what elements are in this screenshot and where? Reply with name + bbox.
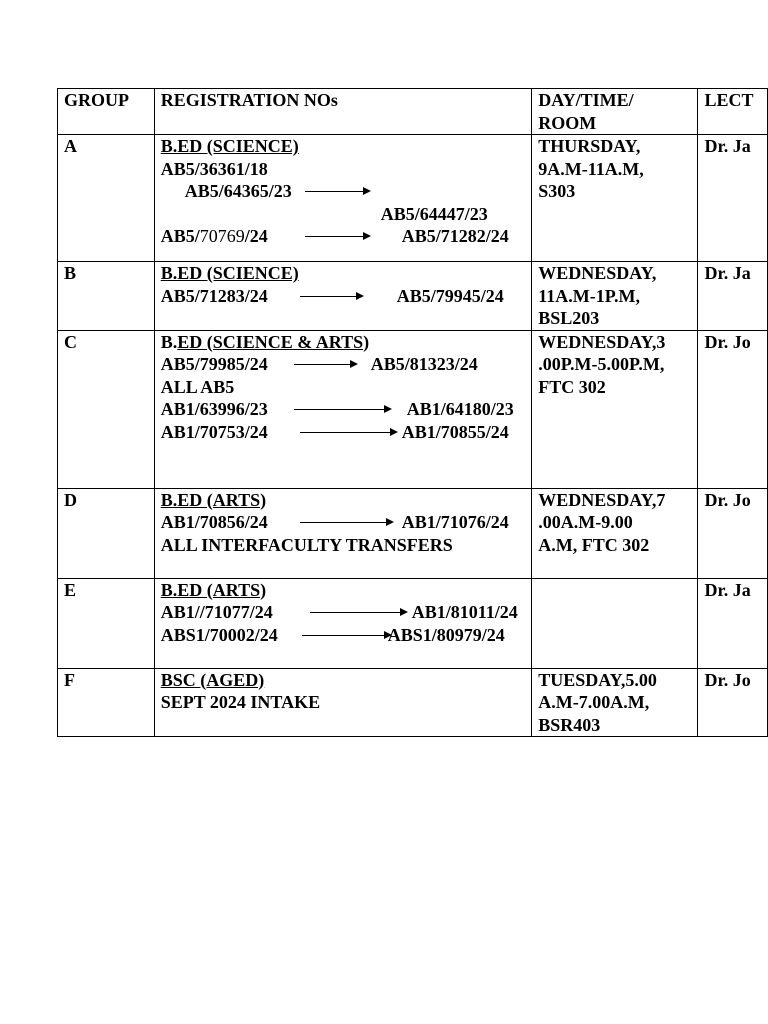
lecturer-cell: Dr. Jo [698, 668, 768, 737]
registration-cell: B.ED (ARTS) AB1/70856/24 AB1/71076/24 ALL INTERFACULTY TRANSFERS [154, 488, 531, 578]
schedule-cell [532, 578, 698, 668]
range-arrow-icon [302, 635, 390, 636]
program-title: B.ED (SCIENCE) [160, 136, 299, 156]
header-row [58, 89, 768, 135]
program-title: B.ED (ARTS) [160, 579, 267, 600]
group-cell: D [58, 488, 155, 578]
registration-cell: B.ED (SCIENCE) AB5/71283/24 AB5/79945/24 [154, 262, 531, 331]
schedule-cell: THURSDAY, 9A.M-11A.M, S303 [532, 135, 698, 262]
registration-cell: B.ED (ARTS) AB1//71077/24 AB1/81011/24 ABS1/70002/24 ABS1/80979/24 [154, 578, 531, 668]
schedule-cell: TUESDAY,5.00 A.M-7.00A.M, BSR403 [532, 668, 698, 737]
table-row [58, 578, 768, 668]
lecturer-cell: Dr. Ja [698, 578, 768, 668]
range-arrow-icon [300, 296, 362, 297]
table-row [58, 488, 768, 578]
group-cell: F [58, 668, 155, 737]
schedule-cell: WEDNESDAY, 11A.M-1P.M, BSL203 [532, 262, 698, 331]
range-arrow-icon [310, 612, 406, 613]
table-row [58, 135, 768, 262]
range-arrow-icon [305, 191, 369, 192]
group-cell: B [58, 262, 155, 331]
program-title: BSC (AGED) [160, 669, 265, 690]
lecture-schedule-table [57, 88, 768, 737]
lecturer-cell: Dr. Ja [698, 135, 768, 262]
lecturer-cell: Dr. Jo [698, 488, 768, 578]
header-group: GROUP [58, 89, 155, 135]
table-row [58, 668, 768, 737]
group-cell: A [58, 135, 155, 262]
header-registration: REGISTRATION NOs [154, 89, 531, 135]
program-title: B.ED (SCIENCE) [160, 263, 299, 283]
range-arrow-icon [294, 364, 356, 365]
registration-cell: BSC (AGED) SEPT 2024 INTAKE [154, 668, 531, 737]
registration-cell: B.ED (SCIENCE & ARTS) AB5/79985/24 AB5/81323/24 ALL AB5 AB1/63996/23 AB1/64180/23 AB1/70753/24 AB1/70855/24 [154, 330, 531, 488]
group-cell: E [58, 578, 155, 668]
program-title: ED (SCIENCE & ARTS) [177, 331, 370, 352]
schedule-cell: WEDNESDAY,3 .00P.M-5.00P.M, FTC 302 [532, 330, 698, 488]
header-day-time-room: DAY/TIME/ ROOM [532, 89, 698, 135]
table-row [58, 262, 768, 331]
registration-cell: B.ED (SCIENCE) AB5/36361/18 AB5/64365/23 AB5/64447/23 AB5/70769/24 AB5/71282/24 [154, 135, 531, 262]
lecturer-cell: Dr. Jo [698, 330, 768, 488]
range-arrow-icon [305, 236, 369, 237]
schedule-cell: WEDNESDAY,7 .00A.M-9.00 A.M, FTC 302 [532, 488, 698, 578]
header-lecturer: LECT [698, 89, 768, 135]
range-arrow-icon [294, 409, 390, 410]
range-arrow-icon [300, 432, 396, 433]
table-row [58, 330, 768, 488]
program-title: B.ED (ARTS) [160, 489, 267, 510]
group-cell: C [58, 330, 155, 488]
lecturer-cell: Dr. Ja [698, 262, 768, 331]
range-arrow-icon [300, 522, 392, 523]
